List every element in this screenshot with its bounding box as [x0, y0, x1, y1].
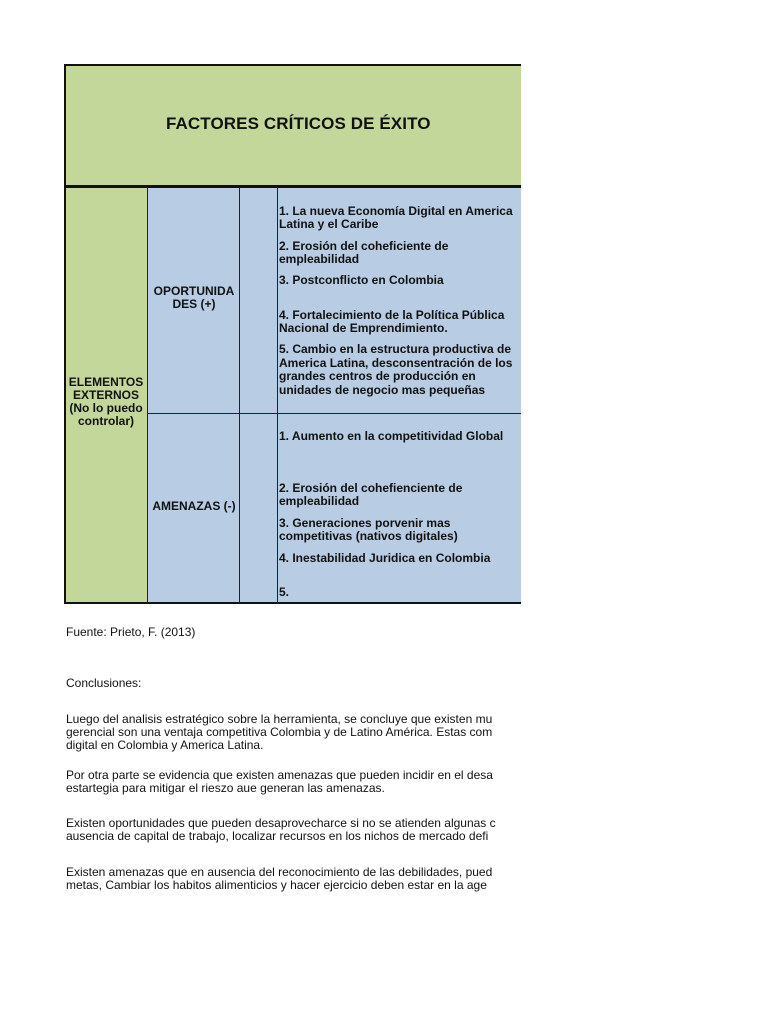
threats-label: AMENAZAS (-): [152, 499, 236, 513]
opportunities-label: OPORTUNIDA DES (+): [153, 284, 235, 311]
conclusion-line: Luego del analisis estratégico sobre la herramienta, se concluye que existen mu: [66, 712, 493, 726]
conclusion-line: Por otra parte se evidencia que existen amenazas que pueden incidir en el desa: [66, 768, 493, 782]
opportunity-line: 2. Erosión del coheficiente de: [279, 239, 449, 253]
opportunity-line: grandes centros de producción en: [279, 369, 476, 383]
conclusion-line: ausencia de capital de trabajo, localizar recursos en los nichos de mercado defi: [66, 829, 489, 843]
conclusion-line: estartegia para mitigar el rieszo aue generan las amenazas.: [66, 781, 385, 795]
threat-line: competitivas (nativos digitales): [279, 529, 458, 543]
conclusion-line: Existen amenazas que en ausencia del reconocimiento de las debilidades, pued: [66, 865, 493, 879]
opportunities-empty-cell[interactable]: [239, 186, 278, 414]
opportunity-line: 4. Fortalecimiento de la Política Pública: [279, 308, 505, 322]
threats-empty-cell[interactable]: [239, 413, 278, 604]
threat-line: 1. Aumento en la competitividad Global: [279, 429, 504, 443]
conclusion-line: gerencial son una ventaja competitiva Colombia y de Latino América. Estas com: [66, 725, 493, 739]
threat-line: 5.: [279, 585, 290, 599]
opportunity-line: Nacional de Emprendimiento.: [279, 321, 448, 335]
opportunity-line: 5. Cambio en la estructura productiva de: [279, 342, 512, 356]
opportunity-line: 1. La nueva Economía Digital en America: [279, 204, 513, 218]
opportunity-line: unidades de negocio mas pequeñas: [279, 383, 486, 397]
opportunity-line: 3. Postconflicto en Colombia: [279, 273, 444, 287]
threat-line: 3. Generaciones porvenir mas: [279, 516, 451, 530]
external-elements-label: ELEMENTOS EXTERNOS (No lo puedo controlar): [68, 375, 144, 428]
conclusion-line: digital en Colombia y America Latina.: [66, 738, 264, 752]
source-note: Fuente: Prieto, F. (2013): [66, 625, 196, 639]
page-title: FACTORES CRÍTICOS DE ÉXITO: [166, 114, 431, 133]
conclusion-line: Existen oportunidades que pueden desaprovecharce si no se atienden algunas c: [66, 816, 496, 830]
threat-line: 2. Erosión del cohefienciente de: [279, 481, 463, 495]
opportunity-line: empleabilidad: [279, 252, 360, 266]
conclusions-heading: Conclusiones:: [66, 676, 142, 690]
threat-line: empleabilidad: [279, 494, 360, 508]
opportunity-line: America Latina, desconsentración de los: [279, 356, 513, 370]
opportunity-line: Latina y el Caribe: [279, 217, 379, 231]
conclusion-line: metas, Cambiar los habitos alimenticios y hacer ejercicio deben estar en la age: [66, 878, 487, 892]
threat-line: 4. Inestabilidad Juridica en Colombia: [279, 551, 491, 565]
